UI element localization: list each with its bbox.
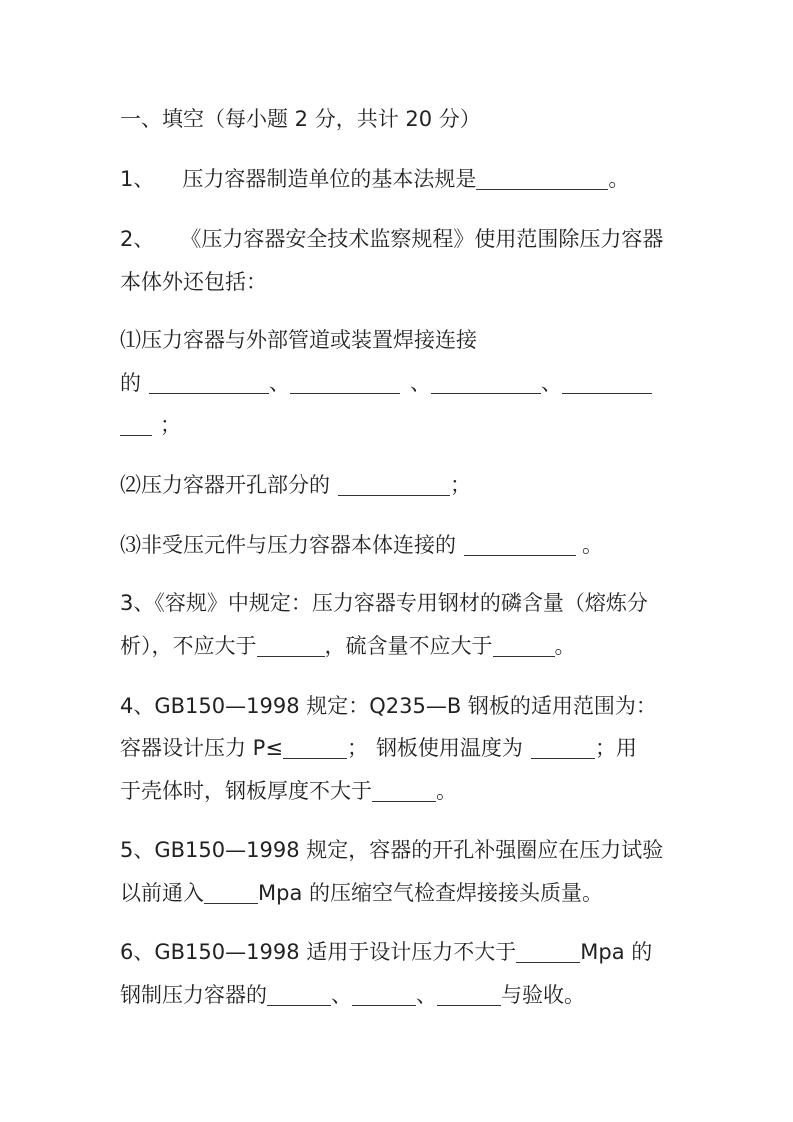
q6-text-b: Mpa 的 xyxy=(580,940,653,964)
sep: 、 xyxy=(410,371,431,395)
q2-sub2 xyxy=(120,470,471,500)
q3-end: 。 xyxy=(554,634,576,658)
q6-text-a: 6、GB150—1998 适用于设计压力不大于 xyxy=(120,940,517,964)
q6-blank-4[interactable] xyxy=(437,983,501,1006)
q2-sub3-blank[interactable] xyxy=(464,533,576,556)
q4-blank-2[interactable] xyxy=(531,736,595,759)
q1-blank[interactable] xyxy=(476,167,608,190)
question-5-line1: 5、GB150—1998 规定，容器的开孔补强圈应在压力试验 xyxy=(120,838,664,862)
question-1 xyxy=(120,164,629,194)
q6-text-c: 钢制压力容器的 xyxy=(120,983,267,1007)
q1-end: 。 xyxy=(608,167,630,191)
q4-text-a: 容器设计压力 P≤ xyxy=(120,736,283,760)
q2-sub1-blank-4-cont[interactable] xyxy=(120,413,152,436)
q2-sub1-de: 的 xyxy=(120,371,141,395)
question-4-line3 xyxy=(120,776,457,806)
q4-text-c: 钢板使用温度为 xyxy=(375,736,523,760)
q4-text-e: 于壳体时，钢板厚度不大于 xyxy=(120,779,372,803)
q1-text: 压力容器制造单位的基本法规是 xyxy=(182,167,477,191)
q2-sub2-text: ⑵压力容器开孔部分的 xyxy=(120,473,330,497)
q6-blank-2[interactable] xyxy=(267,983,331,1006)
q1-number: 1、 xyxy=(120,167,155,191)
q3-blank-2[interactable] xyxy=(493,634,555,657)
sep: 、 xyxy=(541,371,562,395)
semicolon: ； xyxy=(450,473,471,497)
q6-blank-1[interactable] xyxy=(516,940,580,963)
question-6-line2 xyxy=(120,980,585,1010)
q2-sub1-blank-2[interactable] xyxy=(290,371,400,394)
q2-sub1-line3 xyxy=(120,410,181,440)
q2-sub3-text: ⑶非受压元件与压力容器本体连接的 xyxy=(120,533,456,557)
sep: 、 xyxy=(269,371,290,395)
question-4-line2 xyxy=(120,733,637,763)
q4-text-b: ； xyxy=(346,736,368,760)
question-2-line2: 本体外还包括： xyxy=(120,270,267,294)
q4-blank-1[interactable] xyxy=(283,736,347,759)
section-title: 一、填空（每小题 2 分，共计 20 分） xyxy=(120,107,481,131)
q4-blank-3[interactable] xyxy=(372,779,436,802)
q2-sub1-blank-3[interactable] xyxy=(431,371,541,394)
question-5-line2 xyxy=(120,878,603,908)
q4-end: 。 xyxy=(436,779,457,803)
q2-end: 。 xyxy=(582,533,603,557)
q2-sub1-line2 xyxy=(120,368,652,398)
q5-blank[interactable] xyxy=(204,881,258,904)
sep: 、 xyxy=(331,983,352,1007)
q3-text-a: 析），不应大于 xyxy=(120,634,257,658)
question-4-line1: 4、GB150—1998 规定：Q235—B 钢板的适用范围为： xyxy=(120,694,657,718)
q6-blank-3[interactable] xyxy=(352,983,416,1006)
q2-sub1-blank-1[interactable] xyxy=(149,371,269,394)
q3-text-b: ，硫含量不应大于 xyxy=(324,634,493,658)
question-3-line1: 3、《容规》中规定：压力容器专用钢材的磷含量（熔炼分 xyxy=(120,591,648,615)
q2-sub1-line1: ⑴压力容器与外部管道或装置焊接连接 xyxy=(120,328,477,352)
q2-sub1-blank-4[interactable] xyxy=(562,371,652,394)
q5-text-b: Mpa 的压缩空气检查焊接接头质量。 xyxy=(258,881,603,905)
q2-sub2-blank[interactable] xyxy=(338,473,450,496)
question-2-line1 xyxy=(120,224,663,254)
q2-number: 2、 xyxy=(120,227,155,251)
q4-text-d: ；用 xyxy=(594,736,637,760)
q6-text-d: 与验收。 xyxy=(501,983,585,1007)
sep: 、 xyxy=(416,983,437,1007)
question-3-line2 xyxy=(120,631,576,661)
question-6-line1 xyxy=(120,937,652,967)
q3-blank-1[interactable] xyxy=(257,634,325,657)
semicolon: ； xyxy=(160,413,181,437)
q5-text-a: 以前通入 xyxy=(120,881,204,905)
q2-sub3 xyxy=(120,530,603,560)
q2-text: 《压力容器安全技术监察规程》使用范围除压力容器 xyxy=(180,227,664,251)
